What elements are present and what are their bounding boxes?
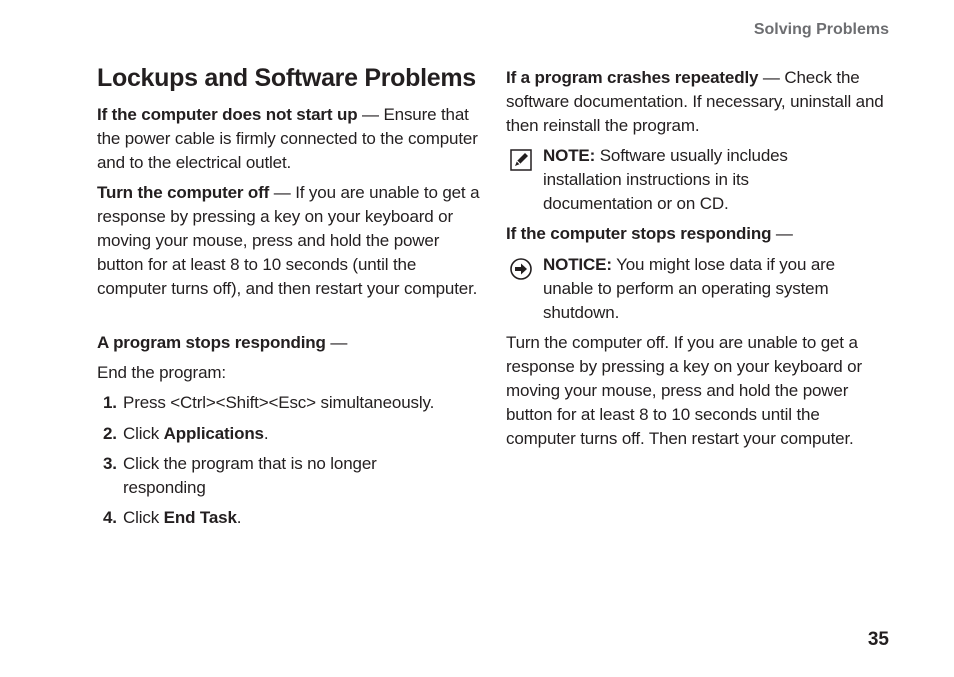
text-turn-off: — If you are unable to get a response by pressing a key on your keyboard or moving your mouse, press and hold the power button for at least 8 to 10 seconds (until the computer turns off), and then restart your computer.	[97, 183, 480, 298]
lead-crashes: If a program crashes repeatedly	[506, 68, 759, 87]
step-text: Press <Ctrl><Shift><Esc> simultaneously.	[123, 393, 435, 412]
page-title: Lockups and Software Problems	[97, 64, 476, 92]
note-text: Software usually includes installation instructions in its documentation or on CD.	[543, 146, 788, 213]
paragraph-program-stops	[97, 331, 479, 355]
step-text-post: .	[236, 508, 242, 527]
step-number: 4.	[103, 508, 117, 527]
step-text-pre: Click	[123, 508, 164, 527]
text-start-up: — Ensure that the power cable is firmly connected to the computer and to the electrical outlet.	[97, 105, 478, 172]
text-program-stops: —	[325, 333, 348, 352]
lead-program-stops: A program stops responding	[97, 333, 326, 352]
page-number: 35	[867, 629, 889, 650]
step-3	[97, 452, 479, 500]
step-1	[97, 391, 479, 415]
paragraph-turn-off-right: Turn the computer off. If you are unable to get a response by pressing a key on your keyboard or moving your mouse, press and hold the power button for at least 8 to 10 seconds until the computer turns off. Then restart your computer.	[506, 333, 862, 448]
step-4	[97, 506, 479, 530]
step-text-pre: Click	[123, 424, 164, 443]
step-2	[97, 422, 479, 446]
notice-text: You might lose data if you are unable to perform an operating system shutdown.	[543, 255, 835, 322]
step-text-post: .	[263, 424, 269, 443]
paragraph-stops-responding	[506, 222, 891, 246]
step-number: 2.	[103, 424, 117, 443]
notice-label: NOTICE:	[543, 255, 612, 274]
notice-arrow-icon	[510, 258, 532, 280]
notice-callout	[543, 253, 873, 325]
lead-turn-off: Turn the computer off	[97, 183, 270, 202]
paragraph-crashes	[506, 66, 891, 138]
step-text-bold: End Task	[163, 508, 237, 527]
note-label: NOTE:	[543, 146, 596, 165]
paragraph-turn-off	[97, 181, 487, 301]
lead-start-up: If the computer does not start up	[97, 105, 358, 124]
text-crashes: — Check the software documentation. If necessary, uninstall and then reinstall the program.	[506, 68, 884, 135]
running-header: Solving Problems	[753, 21, 889, 38]
step-number: 3.	[103, 454, 117, 473]
paragraph-start-up	[97, 103, 479, 175]
text-stops-responding: —	[771, 224, 793, 243]
paragraph-end-program: End the program:	[97, 363, 226, 382]
lead-stops-responding: If the computer stops responding	[506, 224, 772, 243]
note-pencil-icon	[510, 149, 532, 171]
step-number: 1.	[103, 393, 117, 412]
steps-list	[97, 391, 479, 530]
note-callout	[543, 144, 843, 216]
step-text-bold: Applications	[163, 424, 264, 443]
step-text: Click the program that is no longer responding	[123, 454, 377, 497]
